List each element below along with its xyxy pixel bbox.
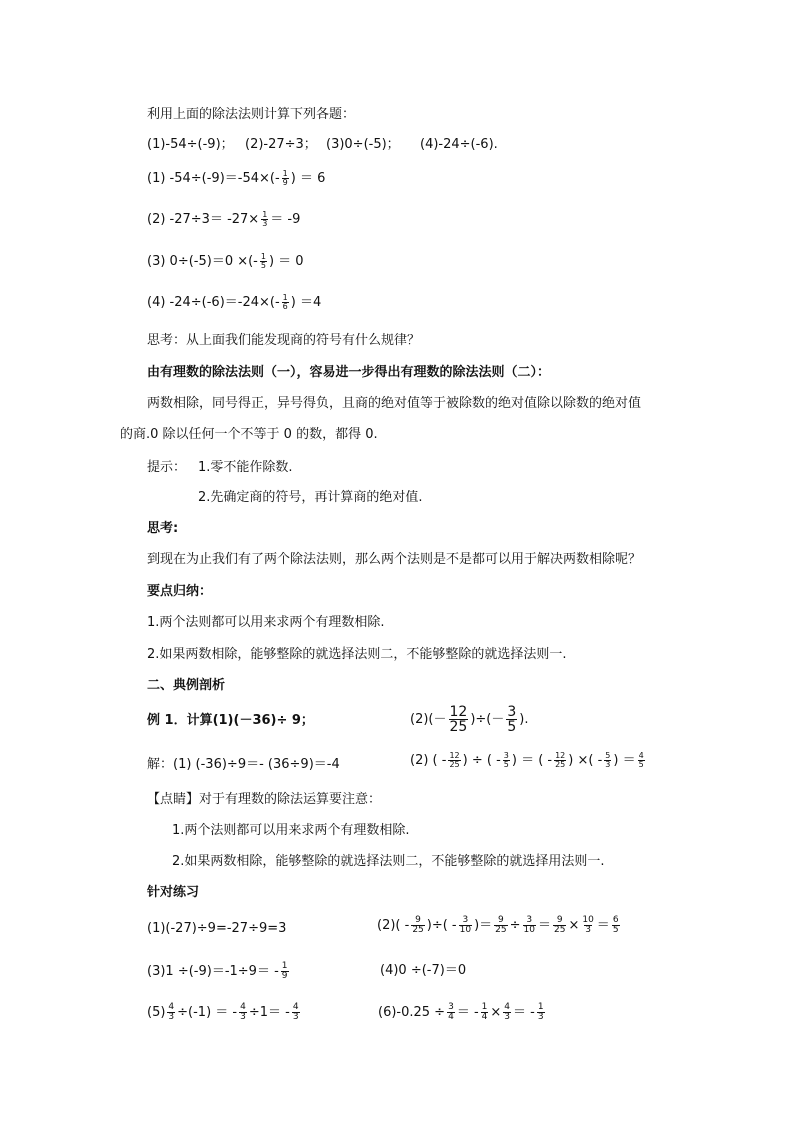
solution-4: (4) -24÷(-6)＝-24×(- $\frac{1}{6}$ ) ＝4: [147, 293, 322, 311]
tip-label: 提示：: [147, 460, 187, 475]
practice-1: (1)(-27)÷9=-27÷9=3: [147, 921, 287, 936]
rule-line-1: 两数相除，同号得正，异号得负，且商的绝对值等于被除数的绝对值除以除数的绝对值: [147, 396, 642, 411]
note-label: 【点睛】对于有理数的除法运算要注意：: [147, 792, 382, 807]
practice-4: (4)0 ÷(-7)＝0: [380, 963, 467, 978]
example-label: 例 1．计算(1)(－36)÷ 9；: [147, 713, 314, 728]
solution-3: (3) 0÷(-5)＝0 ×(- $\frac{1}{5}$ ) ＝ 0: [147, 252, 304, 270]
solution-part-2: (2) ( - $\frac{12}{25}$ ) ÷ ( - $\frac{3}{5}$ ) ＝ ( - $\frac{12}{25}$ ) ×( - $\frac{5}{3}$ ) ＝ $\frac{4}{5}$: [410, 751, 644, 769]
intro-text: 利用上面的除法法则计算下列各题：: [147, 107, 356, 122]
problem-3: (3)0÷(-5)；: [326, 137, 400, 152]
summary-1: 1.两个法则都可以用来求两个有理数相除.: [147, 615, 385, 630]
think-question: 思考：从上面我们能发现商的符号有什么规律？: [147, 333, 421, 348]
summary-2: 2.如果两数相除，能够整除的就选择法则二，不能够整除的就选择法则一.: [147, 647, 567, 662]
problem-1: (1)-54÷(-9)；: [147, 137, 234, 152]
problem-2: (2)-27÷3；: [245, 137, 317, 152]
tip-2: 2.先确定商的符号，再计算商的绝对值.: [198, 490, 423, 505]
practice-2: (2)( - $\frac{9}{25}$ )÷( - $\frac{3}{10}$ )＝ $\frac{9}{25}$ ÷ $\frac{3}{10}$ ＝ $\frac{9}{25}$ × $\frac{10}{3}$ ＝ $\frac{6}{5}$: [377, 915, 619, 935]
practice-label: 针对练习: [147, 885, 200, 900]
solution-2: (2) -27÷3＝ -27× $\frac{1}{3}$ ＝ -9: [147, 210, 301, 228]
note-1: 1.两个法则都可以用来求两个有理数相除.: [172, 823, 410, 838]
think-label: 思考:: [147, 521, 179, 536]
think-text: 到现在为止我们有了两个除法法则，那么两个法则是不是都可以用于解决两数相除呢？: [147, 552, 642, 567]
example-part-2: (2)(－ $\frac{12}{25}$ )÷(－ $\frac{3}{5}$ ).: [410, 704, 529, 735]
rule-line-2: 的商.0 除以任何一个不等于 0 的数，都得 0.: [120, 427, 378, 442]
practice-6: (6)-0.25 ÷ $\frac{3}{4}$ ＝ - $\frac{1}{4}$ × $\frac{4}{3}$ ＝ - $\frac{1}{3}$: [378, 1002, 544, 1022]
section-heading: 二、典例剖析: [147, 678, 226, 693]
practice-5: (5) $\frac{4}{3}$ ÷(-1) ＝ - $\frac{4}{3}$ ÷1＝ - $\frac{4}{3}$: [147, 1002, 299, 1022]
solution-1: (1) -54÷(-9)＝-54×(- $\frac{1}{9}$ ) ＝ 6: [147, 169, 326, 187]
practice-3: (3)1 ÷(-9)＝-1÷9＝ - $\frac{1}{9}$: [147, 961, 288, 981]
note-2: 2.如果两数相除，能够整除的就选择法则二，不能够整除的就选择用法则一.: [172, 854, 605, 869]
problem-4: (4)-24÷(-6).: [420, 137, 498, 152]
solution-part-1: 解：(1) (-36)÷9＝- (36÷9)＝-4: [147, 757, 340, 772]
summary-label: 要点归纳：: [147, 584, 213, 599]
tip-1: 1.零不能作除数.: [198, 460, 293, 475]
rule-title: 由有理数的除法法则（一），容易进一步得出有理数的除法法则（二）：: [147, 365, 551, 380]
